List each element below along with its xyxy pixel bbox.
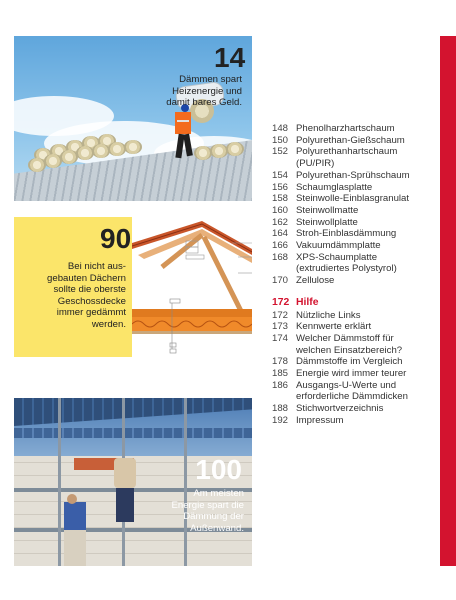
facade-insulation-photo [14, 398, 252, 566]
toc-entry[interactable]: 148 Phenolharzhartschaum [272, 123, 395, 134]
toc-entry-continued[interactable]: erforderliche Dämmdicken [296, 391, 408, 403]
panel-3-number: 100 [195, 454, 242, 485]
toc-entry[interactable]: 172 Nützliche Links [272, 309, 361, 321]
toc-entry[interactable]: 192 Impressum [272, 414, 344, 426]
toc-entry[interactable]: 156 Schaumglasplatte [272, 181, 373, 193]
toc-entry[interactable]: 160 Steinwollmatte [272, 204, 359, 216]
toc-entry-continued[interactable]: welchen Einsatzbereich? [296, 344, 403, 356]
toc-section-heading[interactable]: 172 Hilfe [272, 296, 319, 308]
toc-entry[interactable]: 186 Ausgangs-U-Werte und [272, 379, 397, 391]
panel-3-caption: Am meisten Energie spart die Dämmung der Außenwand. [171, 488, 244, 534]
toc-entry[interactable]: 152 Polyurethanhartschaum [272, 146, 398, 158]
red-side-bar [440, 36, 456, 566]
toc-entry[interactable]: 188 Stichwortverzeichnis [272, 403, 384, 415]
toc-entry-continued[interactable]: (extrudiertes Polystyrol) [296, 263, 397, 275]
panel-2-number: 90 [100, 223, 132, 254]
panel-1-number: 14 [214, 42, 246, 73]
toc-entry[interactable]: 158 Steinwolle-Einblasgranulat [272, 193, 410, 205]
table-of-contents [272, 123, 437, 427]
toc-entry[interactable]: 168 XPS-Schaumplatte [272, 251, 378, 263]
toc-entry[interactable]: 162 Steinwollplatte [272, 216, 358, 228]
panel-2-caption: Bei nicht aus- gebauten Dächern sollte die oberste Geschossdecke immer gedämmt werden. [47, 261, 126, 330]
toc-group-a [272, 123, 437, 287]
toc-entry[interactable]: 185 Energie wird immer teurer [272, 368, 407, 380]
toc-entry[interactable]: 174 Welcher Dämmstoff für [272, 332, 394, 344]
roof-insulation-photo [14, 36, 252, 201]
toc-entry[interactable]: 173 Kennwerte erklärt [272, 321, 372, 333]
toc-entry[interactable]: 154 Polyurethan-Sprühschaum [272, 169, 410, 181]
roof-section-diagram [132, 215, 252, 357]
toc-group-b [272, 310, 437, 427]
panel-1-caption: Dämmen spart Heizenergie und damit bares Geld. [166, 74, 242, 108]
toc-entry[interactable]: 166 Vakuumdämmplatte [272, 240, 381, 252]
toc-entry[interactable]: 178 Dämmstoffe im Vergleich [272, 356, 403, 368]
toc-entry-continued[interactable]: (PU/PIR) [296, 158, 335, 170]
toc-entry[interactable]: 170 Zellulose [272, 275, 335, 287]
toc-entry[interactable]: 150 Polyurethan-Gießschaum [272, 134, 405, 146]
toc-entry[interactable]: 164 Stroh-Einblasdämmung [272, 228, 397, 240]
attic-insulation-panel [14, 215, 252, 357]
